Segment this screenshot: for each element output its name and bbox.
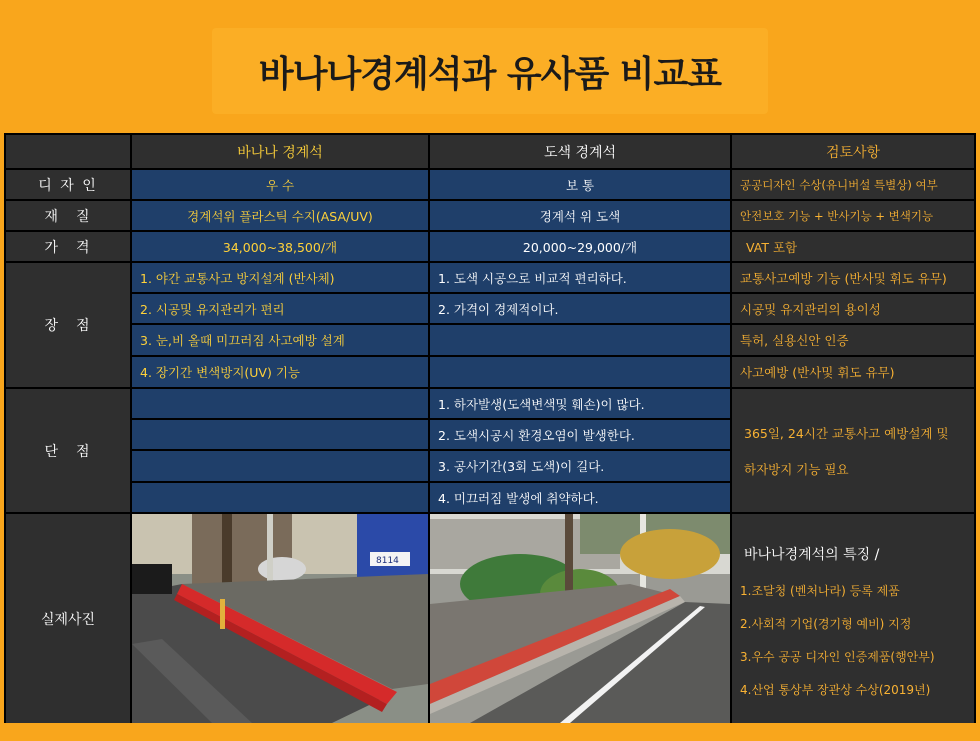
header-banana: 바나나 경계석 bbox=[132, 135, 428, 168]
cons-review-line-1: 365일, 24시간 교통사고 예방설계 및 bbox=[744, 425, 949, 441]
pros-paint-3 bbox=[430, 325, 730, 355]
page-title: 바나나경계석과 유사품 비교표 bbox=[258, 53, 722, 95]
design-banana: 우 수 bbox=[132, 170, 428, 199]
pros-paint-4 bbox=[430, 357, 730, 387]
design-review: 공공디자인 수상(유니버설 특별상) 여부 bbox=[732, 170, 974, 199]
feature-item-2: 2.사회적 기업(경기형 예비) 지정 bbox=[740, 617, 912, 631]
row-label-pros: 장 점 bbox=[6, 263, 130, 387]
pros-review-2: 시공및 유지관리의 용이성 bbox=[732, 294, 974, 323]
pros-banana-1: 1. 야간 교통사고 방지설계 (반사체) bbox=[132, 263, 428, 292]
pros-banana-2: 2. 시공및 유지관리가 편리 bbox=[132, 294, 428, 323]
cons-banana-2 bbox=[132, 420, 428, 449]
material-banana: 경계석위 플라스틱 수지(ASA/UV) bbox=[132, 201, 428, 230]
cons-paint-2: 2. 도색시공시 환경오염이 발생한다. bbox=[430, 420, 730, 449]
cons-paint-3: 3. 공사기간(3회 도색)이 길다. bbox=[430, 451, 730, 481]
banana-curb-photo bbox=[132, 514, 428, 723]
price-paint: 20,000~29,000/개 bbox=[430, 232, 730, 261]
features-panel bbox=[732, 514, 974, 723]
feature-item-1: 1.조달청 (벤처나라) 등록 제품 bbox=[740, 584, 900, 598]
material-paint: 경계석 위 도색 bbox=[430, 201, 730, 230]
row-label-price: 가 격 bbox=[6, 232, 130, 261]
row-label-cons: 단 점 bbox=[6, 389, 130, 512]
cons-review bbox=[732, 389, 974, 512]
cons-banana-1 bbox=[132, 389, 428, 418]
design-paint: 보 통 bbox=[430, 170, 730, 199]
painted-curb-photo bbox=[430, 514, 730, 723]
price-banana: 34,000~38,500/개 bbox=[132, 232, 428, 261]
header-review: 검토사항 bbox=[732, 135, 974, 168]
shop-sign-number: 8114 bbox=[376, 556, 399, 566]
cons-banana-4 bbox=[132, 483, 428, 512]
feature-item-4: 4.산업 통상부 장관상 수상(2019년) bbox=[740, 683, 931, 697]
title-banner bbox=[212, 28, 768, 114]
cons-review-line-2: 하자방지 기능 필요 bbox=[744, 461, 849, 477]
cons-paint-4: 4. 미끄러짐 발생에 취약하다. bbox=[430, 483, 730, 512]
row-label-design: 디 자 인 bbox=[6, 170, 130, 199]
features-title: 바나나경계석의 특징 / bbox=[744, 547, 880, 563]
header-paint: 도색 경계석 bbox=[430, 135, 730, 168]
cons-paint-1: 1. 하자발생(도색변색및 훼손)이 많다. bbox=[430, 389, 730, 418]
pros-banana-3: 3. 눈,비 올때 미끄러짐 사고예방 설계 bbox=[132, 325, 428, 355]
price-review: VAT 포함 bbox=[732, 232, 974, 261]
material-review: 안전보호 기능 + 반사기능 + 변색기능 bbox=[732, 201, 974, 230]
pros-review-1: 교통사고예방 기능 (반사및 휘도 유무) bbox=[732, 263, 974, 292]
comparison-table bbox=[4, 133, 976, 723]
row-label-material: 재 질 bbox=[6, 201, 130, 230]
cons-banana-3 bbox=[132, 451, 428, 481]
pros-review-4: 사고예방 (반사및 휘도 유무) bbox=[732, 357, 974, 387]
pros-paint-1: 1. 도색 시공으로 비교적 편리하다. bbox=[430, 263, 730, 292]
pros-banana-4: 4. 장기간 변색방지(UV) 기능 bbox=[132, 357, 428, 387]
header-empty bbox=[6, 135, 130, 168]
pros-paint-2: 2. 가격이 경제적이다. bbox=[430, 294, 730, 323]
pros-review-3: 특허, 실용신안 인증 bbox=[732, 325, 974, 355]
row-label-photos: 실제사진 bbox=[6, 514, 130, 723]
feature-item-3: 3.우수 공공 디자인 인증제품(행안부) bbox=[740, 650, 935, 664]
